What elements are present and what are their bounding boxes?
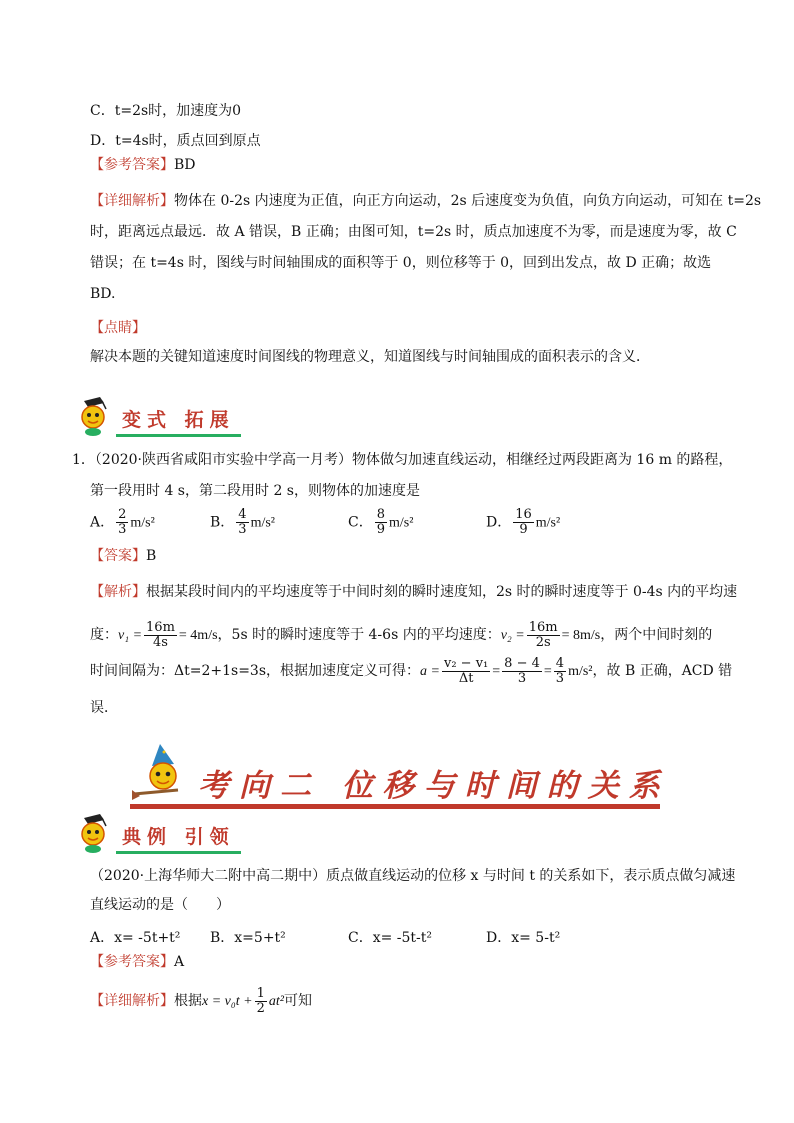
accel-f2-den: 3 [517, 670, 527, 686]
accel-symbol: a = [420, 664, 440, 679]
section-main-title: 考向二 位移与时间的关系 [198, 768, 670, 804]
q1-answer-line [90, 546, 156, 566]
wizard-mascot-icon [130, 744, 194, 800]
q2-analysis-text-a: 根据 [174, 993, 202, 1009]
q1-option-a-num: 2 [118, 507, 127, 522]
q1-option-c-den: 9 [376, 522, 385, 537]
v1-den: 4s [152, 634, 168, 650]
q2-option-b: B．x=5+t² [210, 930, 286, 946]
q1-explanation-line-3: 时间间隔为：Δt=2+1s=3s，根据加速度定义可得：a = $\frac{\text{v₂ − v₁}}{\Delta t}$ = $\frac{8 - 4}{3}$ = $\frac{4}{3}$ m/s²，故 B 正确，ACD 错 [90, 655, 733, 686]
q2-option-c: C．x= -5t-t² [348, 930, 433, 946]
q1-explanation-line-1 [90, 582, 737, 602]
analysis-label: 【详细解析】 [90, 193, 174, 209]
q1-explanation-line-2 [90, 618, 712, 653]
analysis-line-4: BD. [90, 286, 116, 302]
q2-reference-label: 【参考答案】 [90, 954, 174, 970]
q1-answer-value: B [146, 548, 157, 564]
v2-num: 16m [528, 619, 558, 635]
q1-explanation-text-1: 根据某段时间内的平均速度等于中间时刻的瞬时速度知，2s 时的瞬时速度等于 0-4s 内的平均速 [146, 584, 738, 600]
q1-exp-2c: ，两个中间时刻的 [600, 627, 713, 643]
q1-option-b [210, 508, 275, 537]
q1-option-b-den: 3 [238, 522, 247, 537]
q1-option-b-num: 4 [238, 507, 247, 522]
mascot-icon [70, 812, 116, 854]
mascot-icon [70, 395, 116, 437]
q1-option-a [90, 508, 155, 537]
accel-f1-num: v₂ − v₁ [443, 655, 489, 671]
v2-den: 2s [535, 634, 551, 650]
q1-exp-2b: ，5s 时的瞬时速度等于 4-6s 内的平均速度： [217, 627, 501, 643]
q2-line-1: （2020·上海华师大二附中高二期中）质点做直线运动的位移 x 与时间 t 的关系如下，表示质点做匀减速 [90, 868, 736, 884]
v1-result: = 4m/s [178, 628, 218, 643]
q1-option-d-den: 9 [519, 522, 528, 537]
accel-f3-num: 4 [555, 655, 565, 671]
option-c: C．t=2s时，加速度为0 [90, 103, 242, 119]
formula-lhs: x = v₀t + [202, 994, 253, 1009]
q2-analysis-text-b: 可知 [283, 993, 312, 1009]
q2-analysis-label: 【详细解析】 [90, 993, 174, 1009]
reference-answer-label: 【参考答案】 [90, 157, 174, 173]
v1-num: 16m [146, 619, 175, 635]
q1-exp-3b: ，故 B 正确，ACD 错 [592, 663, 733, 679]
accel-unit: m/s² [568, 664, 593, 679]
q1-option-c-label: C． [348, 514, 373, 531]
q1-option-a-label: A． [90, 514, 115, 531]
q2-reference-line [90, 952, 184, 972]
section-variation-header [70, 395, 241, 437]
q1-option-d-unit: m/s² [535, 515, 561, 531]
q1-option-c-unit: m/s² [389, 515, 414, 531]
q1-answer-label: 【答案】 [90, 548, 146, 564]
analysis-line-1 [90, 191, 761, 211]
section-example-header [70, 812, 241, 854]
formula-den: 2 [256, 1000, 265, 1016]
tip-text: 解决本题的关键知道速度时间图线的物理意义，知道图线与时间轴围成的面积表示的含义． [90, 349, 650, 365]
tip-label-text: 【点睛】 [90, 320, 146, 336]
option-d: D．t=4s时，质点回到原点 [90, 133, 261, 149]
analysis-line-3: 错误；在 t=4s 时，图线与时间轴围成的面积等于 0，则位移等于 0，回到出发点，故 D 正确；故选 [90, 255, 712, 271]
reference-answer-line [90, 155, 196, 175]
q2-analysis-line [90, 984, 312, 1019]
q1-option-d-num: 16 [515, 507, 532, 522]
q2-option-a: A．x= -5t+t² [90, 930, 181, 946]
q1-exp-2a: 度： [90, 627, 118, 643]
q2-option-d: D．x= 5-t² [486, 930, 561, 946]
q1-line-2: 第一段用时 4 s，第二段用时 2 s，则物体的加速度是 [90, 483, 420, 499]
q1-explanation-label: 【解析】 [90, 584, 146, 600]
q1-explanation-line-4: 误． [90, 700, 118, 716]
q1-option-d-label: D． [486, 514, 512, 531]
formula-num: 1 [256, 985, 265, 1001]
q1-option-c [348, 508, 413, 537]
q1-option-a-den: 3 [118, 522, 127, 537]
q1-option-b-label: B． [210, 514, 235, 531]
analysis-text-1: 物体在 0-2s 内速度为正值，向正方向运动，2s 后速度变为负值，向负方向运动，可知在 t=2s [174, 193, 762, 209]
q2-reference-value: A [174, 954, 185, 970]
section-example-title: 典例 引领 [116, 822, 241, 854]
v2-symbol: v₂ = [500, 628, 525, 643]
accel-f3-den: 3 [555, 670, 565, 686]
tip-label [90, 318, 146, 338]
q1-line-1: 1．（2020·陕西省咸阳市实验中学高一月考）物体做匀加速直线运动，相继经过两段距离为 16 m 的路程， [72, 452, 733, 468]
v1-symbol: v₁ = [118, 628, 143, 643]
q1-option-a-unit: m/s² [130, 515, 155, 531]
analysis-line-2: 时，距离远点最远．故 A 错误，B 正确；由图可知，t=2s 时，质点加速度不为零，而是速度为零，故 C [90, 224, 737, 240]
formula-rhs: at² [268, 994, 284, 1009]
q1-option-c-num: 8 [376, 507, 385, 522]
reference-answer-value: BD [174, 157, 196, 173]
q2-line-2: 直线运动的是（ ） [90, 897, 230, 913]
accel-f1-den: Δt [458, 670, 474, 686]
q1-option-d [486, 508, 560, 537]
v2-result: = 8m/s [561, 628, 601, 643]
accel-f2-num: 8 − 4 [504, 655, 540, 671]
q1-option-b-unit: m/s² [250, 515, 276, 531]
section-variation-title: 变式 拓展 [116, 405, 241, 437]
q1-exp-3a: 时间间隔为：Δt=2+1s=3s，根据加速度定义可得： [90, 663, 421, 679]
section-main-header [130, 758, 670, 809]
